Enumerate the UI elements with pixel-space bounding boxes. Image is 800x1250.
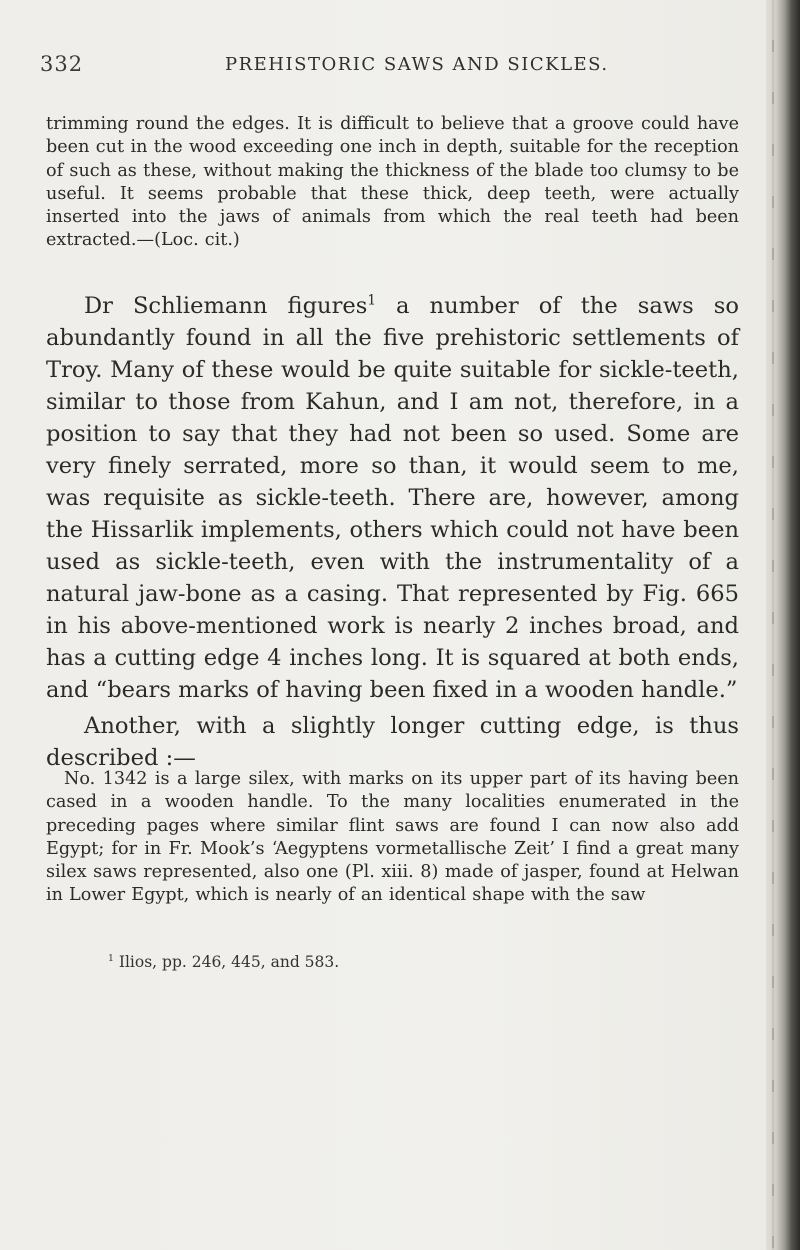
paragraph-3 bbox=[46, 710, 739, 774]
footnote bbox=[108, 953, 339, 971]
footnote-marker: 1 bbox=[108, 952, 114, 964]
paragraph-3-text: Another, with a slightly longer cutting edge, is thus described :— bbox=[46, 713, 739, 771]
book-binding-edge bbox=[766, 0, 800, 1250]
block-quote bbox=[46, 768, 739, 908]
footnote-text: Ilios, pp. 246, 445, and 583. bbox=[113, 953, 340, 971]
page-number: 332 bbox=[40, 52, 84, 76]
paragraph-1 bbox=[46, 113, 739, 253]
running-head: PREHISTORIC SAWS AND SICKLES. bbox=[225, 54, 609, 75]
footnote-reference: 1 bbox=[367, 292, 376, 309]
paragraph-2-text bbox=[46, 290, 739, 706]
paragraph-2-start: Dr Schliemann figures bbox=[84, 293, 368, 319]
paragraph-2 bbox=[46, 290, 739, 706]
paragraph-1-text: trimming round the edges. It is difficult to believe that a groove could have been cut in the wood exceeding one inch in depth, suitable for the reception of such as these, without making the thickness of the blade too clumsy to be useful. It seems probable that these thick, deep teeth, were actually inserted into the jaws of animals from which the real teeth had been extracted.—(Loc. cit.) bbox=[46, 114, 739, 251]
paragraph-2-rest: a number of the saws so abundantly found in all the five prehistoric settlements of Troy. Many of these would be quite suitable for sickle-teeth, similar to those from Kahun, and I am not, therefore, in a position to say that they had not been so used. Some are very finely serrated, more so than, it would seem to me, was requisite as sickle-teeth. There are, however, among the Hissarlik implements, others which could not have been used as sickle-teeth, even with the instrumentality of a natural jaw-bone as a casing. That represented by Fig. 665 in his above-mentioned work is nearly 2 inches broad, and has a cutting edge 4 inches long. It is squared at both ends, and “bears marks of having been fixed in a wooden handle.” bbox=[46, 293, 739, 703]
page-header bbox=[40, 52, 740, 82]
block-quote-text: No. 1342 is a large silex, with marks on its upper part of its having been cased in a wooden handle. To the many localities enumerated in the preceding pages where similar flint saws are found I can now also add Egypt; for in Fr. Mook’s ‘Aegyptens vormetallische Zeit’ I find a great many silex saws represented, also one (Pl. xiii. 8) made of jasper, found at Helwan in Lower Egypt, which is nearly of an identical shape with the saw bbox=[46, 769, 739, 906]
